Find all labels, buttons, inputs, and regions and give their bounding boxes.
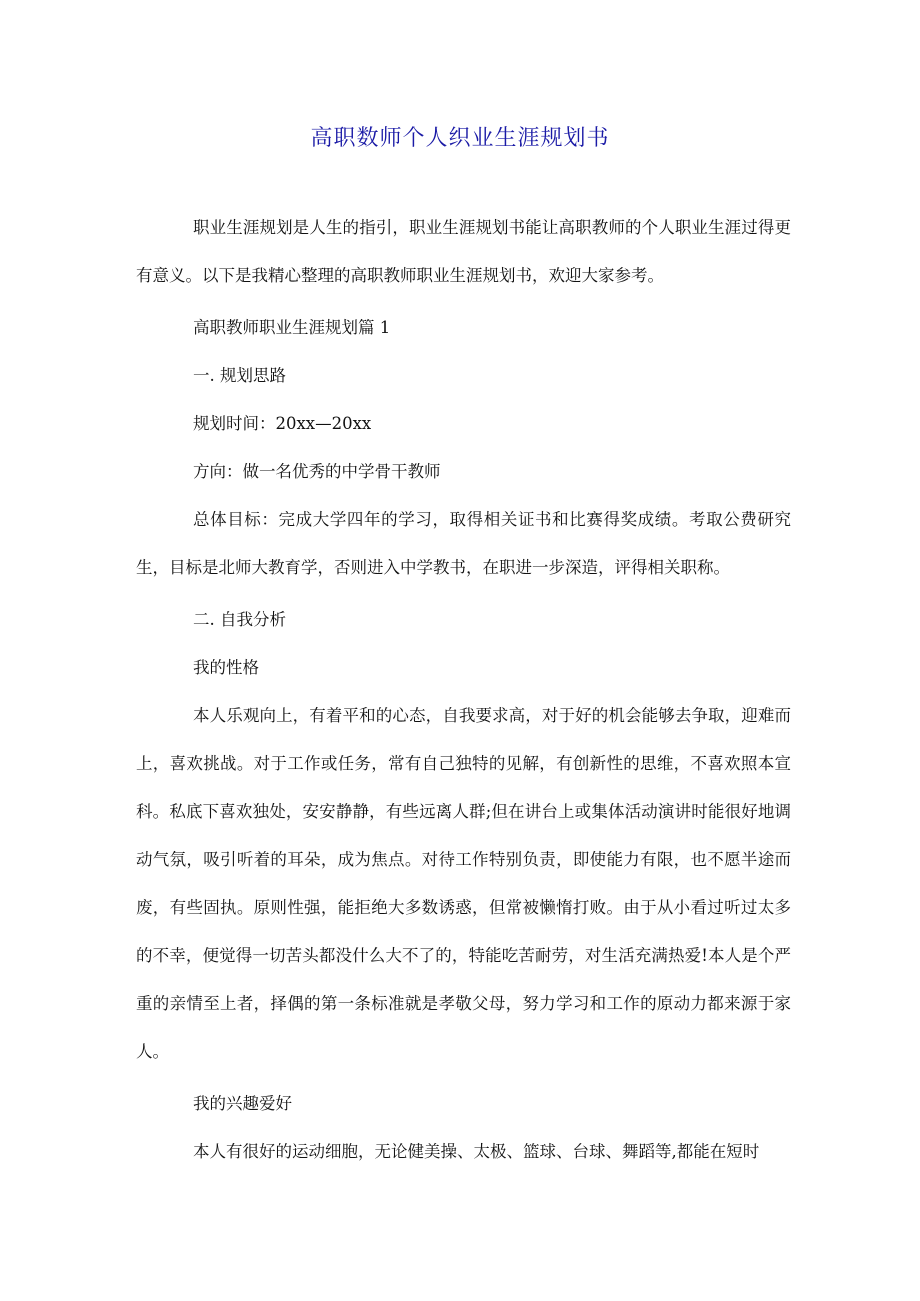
intro-paragraph: 职业生涯规划是人生的指引，职业生涯规划书能让高职教师的个人职业生涯过得更有意义。以下是我精心整理的高职教师职业生涯规划书，欢迎大家参考。 xyxy=(136,218,791,285)
subheading-personality: 我的性格 xyxy=(193,658,259,677)
section-title: 高职教师职业生涯规划篇 1 xyxy=(193,318,391,337)
document-body xyxy=(136,204,791,1180)
heading-planning-ideas: 一. 规划思路 xyxy=(193,366,286,385)
heading-self-analysis: 二. 自我分析 xyxy=(193,610,286,629)
overall-goal-paragraph: 总体目标：完成大学四年的学习，取得相关证书和比赛得奖成绩。考取公费研究生，目标是北师大教育学，否则进入中学教书，在职进一步深造，评得相关职称。 xyxy=(136,510,791,577)
subheading-hobbies: 我的兴趣爱好 xyxy=(193,1094,292,1113)
planning-period: 规划时间：20xx—20xx xyxy=(193,414,372,433)
document-title: 高职数师个人织业生涯规划书 xyxy=(310,126,610,151)
hobbies-paragraph: 本人有很好的运动细胞，无论健美操、太极、篮球、台球、舞蹈等,都能在短时 xyxy=(193,1142,760,1161)
career-direction: 方向：做一名优秀的中学骨干教师 xyxy=(193,462,441,481)
personality-paragraph: 本人乐观向上，有着平和的心态，自我要求高，对于好的机会能够去争取，迎难而上，喜欢挑战。对于工作或任务，常有自己独特的见解，有创新性的思维，不喜欢照本宣科。私底下喜欢独处，安安静静，有些远离人群;但在讲台上或集体活动演讲时能很好地调动气氛，吸引听着的耳朵，成为焦点。对待工作特别负责，即使能力有限，也不愿半途而废，有些固执。原则性强，能拒绝大多数诱惑，但常被懒惰打败。由于从小看过听过太多的不幸，便觉得一切苦头都没什么大不了的，特能吃苦耐劳，对生活充满热爱!本人是个严重的亲情至上者，择偶的第一条标准就是孝敬父母，努力学习和工作的原动力都来源于家人。 xyxy=(136,706,791,1061)
